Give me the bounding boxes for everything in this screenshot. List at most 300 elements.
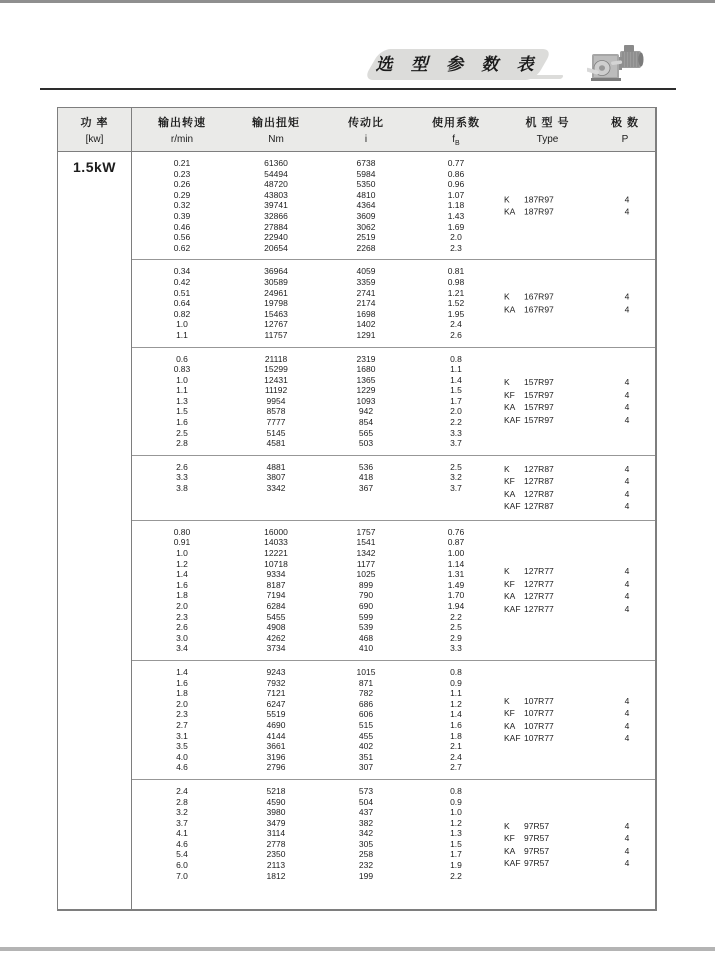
cell-output-speed: 2.4 <box>176 785 188 796</box>
cell-output-speed: 2.7 <box>176 719 188 730</box>
cell-service-factor: 2.4 <box>450 751 462 762</box>
column-header-ratio <box>320 108 412 151</box>
model-prefix: KA <box>504 402 516 413</box>
model-prefix: KF <box>504 389 515 400</box>
cell-ratio: 536 <box>358 461 374 472</box>
cell-ratio: 1365 <box>356 374 376 385</box>
cell-service-factor: 0.77 <box>447 158 465 168</box>
cell-ratio: 1680 <box>356 364 376 375</box>
cell-service-factor: 0.96 <box>447 179 465 190</box>
cell-output-torque: 39741 <box>264 200 288 211</box>
cell-ratio: 410 <box>358 643 374 654</box>
table-row <box>132 807 655 818</box>
cell-output-torque: 3980 <box>266 807 286 818</box>
cell-ratio: 455 <box>358 730 374 741</box>
header-torque-cn: 输出扭矩 <box>252 117 300 129</box>
model-number: 127R77 <box>524 591 554 602</box>
poles-value: 4 <box>624 389 630 400</box>
cell-output-speed: 2.6 <box>176 622 188 633</box>
cell-output-torque: 2350 <box>266 849 286 860</box>
cell-output-torque: 1812 <box>266 870 286 881</box>
cell-service-factor: 0.8 <box>450 666 462 677</box>
model-number: 167R97 <box>524 304 554 315</box>
type-row <box>504 206 653 219</box>
cell-output-torque: 21118 <box>264 353 288 364</box>
type-row <box>504 820 653 833</box>
model-prefix: KA <box>504 206 516 217</box>
poles-value: 4 <box>624 488 630 499</box>
table-row <box>132 266 655 277</box>
cell-ratio: 854 <box>358 417 374 428</box>
type-row <box>504 590 653 603</box>
cell-ratio: 1342 <box>356 548 376 559</box>
poles-value: 4 <box>624 377 630 388</box>
header-type-en: Type <box>536 134 559 145</box>
cell-service-factor: 1.07 <box>447 189 465 200</box>
cell-output-speed: 0.46 <box>173 221 191 232</box>
header-speed-cn: 输出转速 <box>158 117 206 129</box>
cell-service-factor: 1.1 <box>450 364 462 375</box>
model-number: 97R57 <box>524 858 550 869</box>
type-row <box>504 707 653 720</box>
cell-output-speed: 1.2 <box>176 558 188 569</box>
type-row <box>504 578 653 591</box>
cell-ratio: 599 <box>358 611 374 622</box>
gear-unit-group <box>132 455 655 520</box>
cell-output-speed: 3.8 <box>176 483 188 494</box>
cell-ratio: 573 <box>358 785 374 796</box>
gearmotor-photo-icon <box>587 41 647 88</box>
cell-ratio: 899 <box>358 579 374 590</box>
cell-ratio: 686 <box>358 698 374 709</box>
cell-output-torque: 36964 <box>264 266 288 277</box>
cell-output-speed: 7.0 <box>176 870 188 881</box>
cell-output-speed: 0.80 <box>173 526 191 537</box>
cell-ratio: 418 <box>358 472 374 483</box>
cell-ratio: 3359 <box>356 276 376 287</box>
cell-output-speed: 3.7 <box>176 817 188 828</box>
table-row <box>132 633 655 644</box>
cell-output-torque: 27884 <box>264 221 288 232</box>
cell-output-speed: 3.3 <box>176 472 188 483</box>
type-row <box>504 845 653 858</box>
cell-ratio: 5984 <box>356 168 376 179</box>
cell-ratio: 2741 <box>356 287 376 298</box>
model-prefix: KAF <box>504 501 521 512</box>
cell-output-torque: 16000 <box>264 526 288 537</box>
group-types <box>504 695 653 745</box>
cell-output-speed: 4.6 <box>176 762 188 773</box>
model-type <box>504 500 601 513</box>
cell-output-torque: 9334 <box>266 569 286 580</box>
type-row <box>504 376 653 389</box>
cell-output-speed: 5.4 <box>176 849 188 860</box>
cell-ratio: 1093 <box>356 395 376 406</box>
cell-ratio: 402 <box>358 741 374 752</box>
model-number: 127R77 <box>524 578 554 589</box>
cell-output-speed: 2.3 <box>176 611 188 622</box>
cell-service-factor: 1.8 <box>450 730 462 741</box>
cell-ratio: 437 <box>358 807 374 818</box>
type-row <box>504 565 653 578</box>
type-row <box>504 832 653 845</box>
cell-output-torque: 4881 <box>266 461 286 472</box>
selection-parameter-table <box>57 107 657 911</box>
model-prefix: KA <box>504 720 516 731</box>
group-types <box>504 463 653 513</box>
cell-output-speed: 1.8 <box>176 688 188 699</box>
model-prefix: KA <box>504 304 516 315</box>
header-power-cn: 功 率 <box>80 117 109 129</box>
cell-service-factor: 2.2 <box>450 870 462 881</box>
table-row <box>132 428 655 439</box>
cell-service-factor: 1.4 <box>450 374 462 385</box>
cell-service-factor: 2.0 <box>450 406 462 417</box>
cell-output-speed: 2.0 <box>176 601 188 611</box>
type-row <box>504 500 653 513</box>
model-number: 127R87 <box>524 488 554 499</box>
cell-output-speed: 3.4 <box>176 643 188 654</box>
group-types <box>504 565 653 615</box>
cell-output-speed: 1.0 <box>176 548 188 559</box>
header-type-cn: 机 型 号 <box>525 117 570 129</box>
cell-service-factor: 1.70 <box>447 590 465 601</box>
cell-output-speed: 0.82 <box>173 308 191 319</box>
table-header-row <box>58 108 655 152</box>
type-row <box>504 475 653 488</box>
cell-output-torque: 3342 <box>266 483 286 494</box>
header-fb-cn: 使用系数 <box>432 117 480 129</box>
table-row <box>132 330 655 341</box>
model-type <box>504 695 601 708</box>
model-prefix: KAF <box>504 603 521 614</box>
column-header-service-factor <box>412 108 500 151</box>
model-number: 157R97 <box>524 377 554 388</box>
cell-service-factor: 0.87 <box>447 537 465 548</box>
table-row <box>132 678 655 689</box>
model-type <box>504 820 601 833</box>
model-type <box>504 291 601 304</box>
type-row <box>504 603 653 616</box>
type-row <box>504 389 653 402</box>
cell-output-torque: 19798 <box>264 298 288 309</box>
cell-service-factor: 1.2 <box>450 817 462 828</box>
gear-unit-group <box>132 347 655 455</box>
cell-service-factor: 2.9 <box>450 632 462 643</box>
cell-output-torque: 12221 <box>264 548 288 559</box>
model-type <box>504 832 601 845</box>
cell-ratio: 1757 <box>356 526 376 537</box>
model-number: 107R77 <box>524 733 554 744</box>
cell-ratio: 539 <box>358 622 374 633</box>
header-power-unit: [kw] <box>85 134 104 145</box>
model-prefix: K <box>504 377 510 388</box>
cell-output-torque: 9243 <box>266 666 286 677</box>
type-row <box>504 857 653 870</box>
cell-service-factor: 1.7 <box>450 849 462 860</box>
cell-service-factor: 0.81 <box>447 266 465 277</box>
cell-output-torque: 6284 <box>266 601 286 611</box>
cell-service-factor: 2.3 <box>450 242 462 253</box>
cell-ratio: 4810 <box>356 189 376 200</box>
table-row <box>132 438 655 449</box>
column-header-type <box>500 108 595 151</box>
cell-output-torque: 4144 <box>266 730 286 741</box>
type-row <box>504 488 653 501</box>
table-row <box>132 667 655 678</box>
model-number: 157R97 <box>524 389 554 400</box>
cell-output-torque: 12767 <box>264 319 288 330</box>
model-prefix: K <box>504 820 510 831</box>
cell-ratio: 382 <box>358 817 374 828</box>
page-top-border <box>0 0 715 3</box>
model-prefix: K <box>504 463 510 474</box>
model-type <box>504 590 601 603</box>
cell-output-speed: 1.8 <box>176 590 188 601</box>
group-types <box>504 193 653 218</box>
cell-output-torque: 30589 <box>264 276 288 287</box>
cell-output-speed: 3.5 <box>176 741 188 752</box>
model-number: 167R97 <box>524 291 554 302</box>
cell-service-factor: 1.6 <box>450 719 462 730</box>
cell-output-torque: 15299 <box>264 364 288 375</box>
gear-unit-group <box>132 660 655 779</box>
cell-ratio: 1229 <box>356 385 376 396</box>
cell-service-factor: 2.2 <box>450 417 462 428</box>
cell-output-speed: 0.6 <box>176 353 188 364</box>
model-type <box>504 732 601 745</box>
cell-output-speed: 0.42 <box>173 276 191 287</box>
cell-service-factor: 0.9 <box>450 677 462 688</box>
cell-service-factor: 1.49 <box>447 579 465 590</box>
table-row <box>132 354 655 365</box>
poles-value: 4 <box>624 402 630 413</box>
type-row <box>504 291 653 304</box>
table-row <box>132 643 655 654</box>
header-poles-cn: 极 数 <box>610 117 640 129</box>
cell-ratio: 1698 <box>356 308 376 319</box>
poles-value: 4 <box>624 291 630 302</box>
cell-output-torque: 7121 <box>266 688 286 699</box>
cell-output-torque: 12431 <box>264 374 288 385</box>
cell-output-speed: 3.1 <box>176 730 188 741</box>
poles-value: 4 <box>624 566 630 577</box>
cell-ratio: 1541 <box>356 537 376 548</box>
model-number: 127R87 <box>524 501 554 512</box>
cell-service-factor: 1.18 <box>447 200 465 211</box>
cell-service-factor: 0.98 <box>447 276 465 287</box>
group-types <box>504 291 653 316</box>
type-row <box>504 463 653 476</box>
type-row <box>504 732 653 745</box>
cell-output-torque: 2796 <box>266 762 286 773</box>
model-prefix: KAF <box>504 858 521 869</box>
cell-output-speed: 0.26 <box>173 179 191 190</box>
table-row <box>132 762 655 773</box>
cell-output-torque: 4908 <box>266 622 286 633</box>
cell-output-speed: 0.51 <box>173 287 191 298</box>
model-type <box>504 303 601 316</box>
cell-ratio: 2174 <box>356 298 376 309</box>
cell-ratio: 3062 <box>356 221 376 232</box>
cell-output-torque: 24961 <box>264 287 288 298</box>
cell-output-torque: 14033 <box>264 537 288 548</box>
cell-ratio: 1177 <box>356 558 376 569</box>
poles-value: 4 <box>624 591 630 602</box>
cell-ratio: 5350 <box>356 179 376 190</box>
gear-unit-group <box>132 152 655 259</box>
cell-output-torque: 9954 <box>266 395 286 406</box>
cell-ratio: 515 <box>358 719 374 730</box>
cell-service-factor: 0.8 <box>450 353 462 364</box>
cell-ratio: 1015 <box>356 666 376 677</box>
table-row <box>132 622 655 633</box>
table-row <box>132 797 655 808</box>
type-row <box>504 193 653 206</box>
cell-ratio: 4059 <box>356 266 376 277</box>
table-row <box>132 537 655 548</box>
cell-output-speed: 1.6 <box>176 677 188 688</box>
cell-ratio: 468 <box>358 632 374 643</box>
cell-service-factor: 1.0 <box>450 807 462 818</box>
cell-output-torque: 8187 <box>266 579 286 590</box>
poles-value: 4 <box>624 845 630 856</box>
cell-output-torque: 4262 <box>266 632 286 643</box>
cell-ratio: 2319 <box>356 353 376 364</box>
cell-output-speed: 2.8 <box>176 796 188 807</box>
cell-output-speed: 4.0 <box>176 751 188 762</box>
gear-unit-group <box>132 779 655 909</box>
cell-output-speed: 4.1 <box>176 828 188 839</box>
cell-output-torque: 4690 <box>266 719 286 730</box>
poles-value: 4 <box>624 476 630 487</box>
cell-service-factor: 1.9 <box>450 860 462 871</box>
gear-unit-group <box>132 520 655 660</box>
model-type <box>504 206 601 219</box>
model-number: 187R97 <box>524 206 554 217</box>
model-prefix: KA <box>504 591 516 602</box>
model-type <box>504 414 601 427</box>
model-number: 127R77 <box>524 603 554 614</box>
cell-output-speed: 0.29 <box>173 189 191 200</box>
poles-value: 4 <box>624 501 630 512</box>
cell-ratio: 942 <box>358 406 374 417</box>
cell-ratio: 565 <box>358 427 374 438</box>
cell-ratio: 1025 <box>356 569 376 580</box>
poles-value: 4 <box>624 194 630 205</box>
cell-service-factor: 1.1 <box>450 688 462 699</box>
cell-output-speed: 2.3 <box>176 709 188 720</box>
cell-output-torque: 3196 <box>266 751 286 762</box>
model-prefix: K <box>504 695 510 706</box>
poles-value: 4 <box>624 695 630 706</box>
cell-output-speed: 1.5 <box>176 406 188 417</box>
table-row <box>132 319 655 330</box>
model-prefix: KA <box>504 845 516 856</box>
cell-output-torque: 48720 <box>264 179 288 190</box>
cell-output-torque: 61360 <box>264 158 288 168</box>
poles-value: 4 <box>624 206 630 217</box>
cell-output-torque: 4581 <box>266 438 286 449</box>
cell-ratio: 690 <box>358 601 374 611</box>
model-number: 107R77 <box>524 720 554 731</box>
model-type <box>504 603 601 616</box>
cell-service-factor: 3.7 <box>450 483 462 494</box>
cell-ratio: 3609 <box>356 210 376 221</box>
header-ratio-cn: 传动比 <box>348 117 384 129</box>
cell-ratio: 1402 <box>356 319 376 330</box>
cell-output-speed: 1.6 <box>176 579 188 590</box>
model-number: 157R97 <box>524 414 554 425</box>
cell-output-torque: 3479 <box>266 817 286 828</box>
cell-service-factor: 2.7 <box>450 762 462 773</box>
column-header-output-torque <box>232 108 320 151</box>
table-row <box>132 169 655 180</box>
model-type <box>504 376 601 389</box>
header-divider <box>40 88 676 90</box>
poles-value: 4 <box>624 733 630 744</box>
cell-ratio: 351 <box>358 751 374 762</box>
cell-service-factor: 2.5 <box>450 622 462 633</box>
cell-output-speed: 2.6 <box>176 461 188 472</box>
cell-output-speed: 1.0 <box>176 374 188 385</box>
cell-output-speed: 2.5 <box>176 427 188 438</box>
poles-value: 4 <box>624 304 630 315</box>
model-number: 107R77 <box>524 695 554 706</box>
cell-output-speed: 0.21 <box>173 158 191 168</box>
cell-ratio: 2519 <box>356 232 376 243</box>
poles-value: 4 <box>624 463 630 474</box>
cell-output-speed: 4.6 <box>176 838 188 849</box>
cell-ratio: 305 <box>358 838 374 849</box>
cell-output-speed: 1.6 <box>176 417 188 428</box>
power-column <box>58 152 132 909</box>
cell-ratio: 199 <box>358 870 374 881</box>
gear-unit-group <box>132 259 655 346</box>
cell-service-factor: 2.4 <box>450 319 462 330</box>
model-number: 127R87 <box>524 476 554 487</box>
cell-output-speed: 0.83 <box>173 364 191 375</box>
model-prefix: KA <box>504 488 516 499</box>
cell-output-speed: 0.34 <box>173 266 191 277</box>
cell-service-factor: 1.31 <box>447 569 465 580</box>
cell-service-factor: 3.3 <box>450 427 462 438</box>
cell-service-factor: 1.00 <box>447 548 465 559</box>
model-number: 127R87 <box>524 463 554 474</box>
poles-value: 4 <box>624 720 630 731</box>
page-bottom-border <box>0 947 715 951</box>
cell-ratio: 790 <box>358 590 374 601</box>
table-body <box>58 152 655 909</box>
cell-service-factor: 2.6 <box>450 329 462 340</box>
cell-output-torque: 5218 <box>266 785 286 796</box>
cell-service-factor: 1.94 <box>447 601 465 611</box>
cell-output-speed: 0.64 <box>173 298 191 309</box>
model-number: 187R97 <box>524 194 554 205</box>
cell-output-speed: 1.1 <box>176 385 188 396</box>
cell-output-torque: 2113 <box>266 860 286 871</box>
cell-service-factor: 1.5 <box>450 385 462 396</box>
cell-ratio: 503 <box>358 438 374 449</box>
cell-output-speed: 1.4 <box>176 666 188 677</box>
cell-ratio: 782 <box>358 688 374 699</box>
poles-value: 4 <box>624 708 630 719</box>
cell-output-torque: 43803 <box>264 189 288 200</box>
cell-output-torque: 7777 <box>266 417 286 428</box>
cell-output-speed: 2.8 <box>176 438 188 449</box>
model-type <box>504 578 601 591</box>
cell-output-torque: 22940 <box>264 232 288 243</box>
